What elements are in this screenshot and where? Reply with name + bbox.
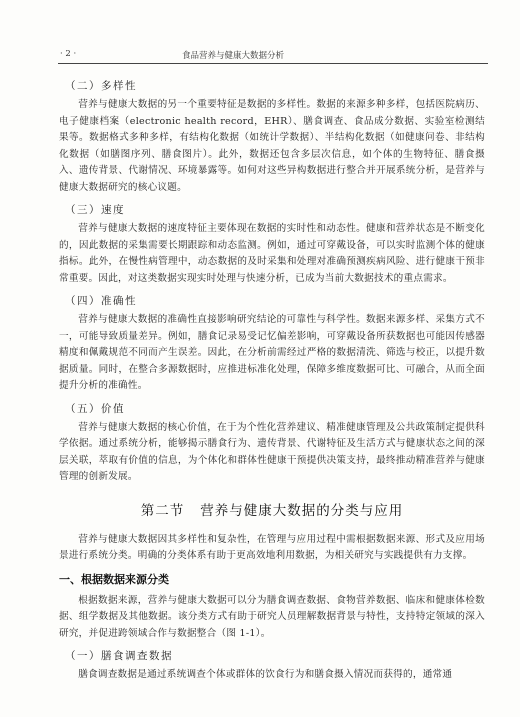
paragraph-dietary-survey: 膳食调查数据是通过系统调查个体或群体的饮食行为和膳食摄入情况而获得的，通常通 bbox=[78, 669, 453, 680]
section-number: 第二节 bbox=[140, 502, 185, 519]
header-rule bbox=[58, 63, 488, 64]
heading-velocity: （三）速度 bbox=[65, 204, 125, 216]
page-number: · 2 · bbox=[60, 49, 77, 59]
section-title-text: 营养与健康大数据的分类与应用 bbox=[200, 502, 404, 519]
page-body bbox=[59, 72, 485, 684]
heading-diversity: （二）多样性 bbox=[65, 80, 137, 92]
heading-veracity: （四）准确性 bbox=[65, 295, 137, 307]
paragraph-velocity: 营养与健康大数据的速度特征主要体现在数据的实时性和动态性。健康和营养状态是不断变化的，因此数据的采集需要长期跟踪和动态监测。例如，通过可穿戴设备，可以实时监测个体的健康指标。此外，在慢性病管理中，动态数据的及时采集和处理对准确预测疾病风险、进行健康干预非常重要。因此，对这类数据实现实时处理与快速分析，已成为当前大数据技术的重点需求。 bbox=[59, 223, 485, 284]
paragraph-veracity: 营养与健康大数据的准确性直接影响研究结论的可靠性与科学性。数据来源多样、采集方式不一，可能导致质量差异。例如，膳食记录易受记忆偏差影响，可穿戴设备所获数据也可能因传感器精度和佩戴规范不同而产生误差。因此，在分析前需经过严格的数据清洗、筛选与校正，以提升数据质量。同时，在整合多源数据时，应推进标准化处理，保障多维度数据可比、可融合，从而全面提升分析的准确性。 bbox=[59, 314, 485, 391]
paragraph-diversity: 营养与健康大数据的另一个重要特征是数据的多样性。数据的来源多种多样，包括医院病历、电子健康档案（electronic health record，EHR）、膳食调查、食品成分数据、实验室检测结果等。数据格式多种多样，有结构化数据（如统计学数据）、半结构化数据（如健康问卷、非结构化数据（如膳图序列、膳食图片）。此外，数据还包含多层次信息，如个体的生物特征、膳食摄入、遗传背景、代谢情况、环境暴露等。如何对这些异构数据进行整合并开展系统分析，是营养与健康大数据研究的核心议题。 bbox=[59, 99, 485, 193]
running-title: 食品营养与健康大数据分析 bbox=[182, 51, 285, 61]
heading-value: （五）价值 bbox=[65, 402, 125, 415]
heading-classification: 一、根据数据来源分类 bbox=[59, 572, 169, 586]
heading-dietary-survey: （一）膳食调查数据 bbox=[65, 650, 173, 662]
section-title bbox=[59, 500, 485, 522]
paragraph-value: 营养与健康大数据的核心价值，在于为个性化营养建议、精准健康管理及公共政策制定提供科学依据。通过系统分析，能够揭示膳食行为、遗传背景、代谢特征及生活方式与健康状态之间的深层关联，萃取有价值的信息，为个体化和群体性健康干预提供决策支持，最终推动精准营养与健康管理的创新发展。 bbox=[59, 421, 485, 482]
paragraph-classification: 根据数据来源，营养与健康大数据可以分为膳食调查数据、食物营养数据、临床和健康体检数据、组学数据及其他数据。该分类方式有助于研究人员理解数据背景与特性，支持特定领域的深入研究，并促进跨领域合作与数据整合（图 1-1）。 bbox=[59, 594, 485, 639]
section-intro: 营养与健康大数据因其多样性和复杂性，在管理与应用过程中需根据数据来源、形式及应用场景进行系统分类。明确的分类体系有助于更高效地利用数据，为相关研究与实践提供有力支撑。 bbox=[59, 533, 485, 561]
